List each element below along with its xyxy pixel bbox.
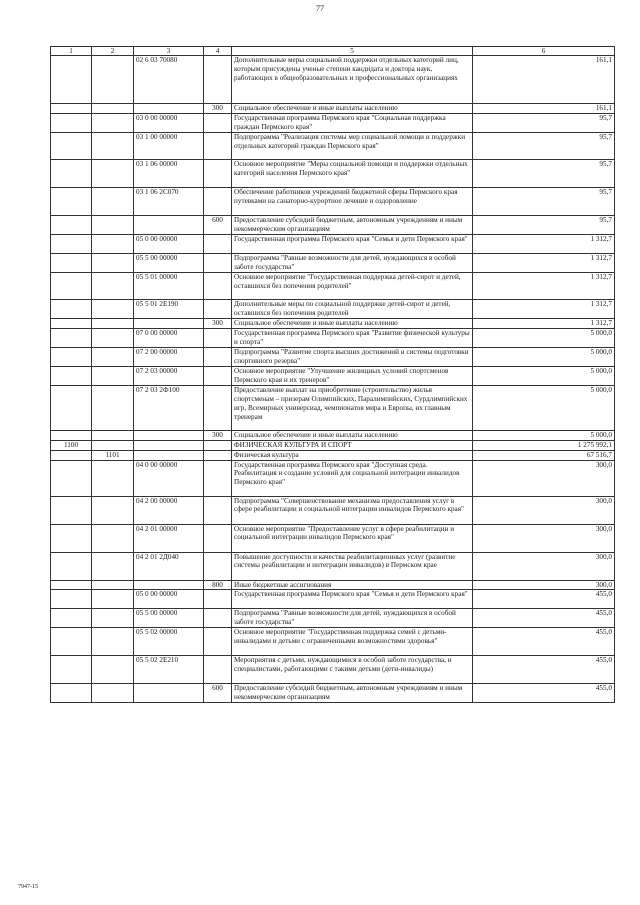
row-amount: 1 275 992,1 [473,440,615,450]
row-item-name: Основное мероприятие "Улучшение жилищных условий спортсменов Пермского края и их тренеров" [232,366,473,385]
row-col-1 [51,684,92,703]
row-col-2 [92,318,134,328]
row-budget-code: 03 1 06 00000 [134,159,204,187]
row-budget-code: 03 1 06 2С070 [134,187,204,215]
row-item-name: Основное мероприятие "Государственная поддержка детей-сирот и детей, оставшихся без попечения родителей" [232,272,473,299]
row-col-2 [92,440,134,450]
table-row [51,385,615,430]
row-col-1 [51,656,92,684]
row-budget-code: 05 0 00 00000 [134,234,204,253]
table-row [51,318,615,328]
row-item-name: Государственная программа Пермского края "Развитие физической культуры и спорта" [232,328,473,347]
row-item-name: Государственная программа Пермского края "Доступная среда. Реабилитация и создание условий для социальной интеграции инвалидов Пермского края" [232,460,473,496]
row-col-2 [92,56,134,104]
row-item-name: Социальное обеспечение и иные выплаты населению [232,430,473,440]
table-row [51,496,615,524]
row-expense-type: 600 [204,215,232,234]
row-item-name: Подпрограмма "Реализация системы мер социальной помощи и поддержки отдельных категорий граждан Пермского края" [232,132,473,159]
table-row [51,628,615,656]
row-col-1 [51,385,92,430]
row-expense-type [204,132,232,159]
row-item-name: Государственная программа Пермского края "Семья и дети Пермского края" [232,590,473,609]
row-item-name: Подпрограмма "Совершенствование механизма предоставления услуг в сфере реабилитации и социальной интеграции инвалидов Пермского края" [232,496,473,524]
row-amount: 95,7 [473,159,615,187]
table-row [51,460,615,496]
table-row [51,215,615,234]
row-expense-type [204,440,232,450]
row-item-name: Дополнительные меры по социальной поддержке детей-сирот и детей, оставшихся без попечения родителей [232,299,473,318]
table-body [51,56,615,703]
row-item-name: Повышение доступности и качества реабилитационных услуг (развитие системы реабилитации и интеграции инвалидов) в Пермском крае [232,552,473,580]
table-row [51,234,615,253]
row-expense-type [204,628,232,656]
row-budget-code: 05 0 00 00000 [134,590,204,609]
row-budget-code: 05 5 00 00000 [134,609,204,628]
row-col-2 [92,460,134,496]
row-amount: 455,0 [473,684,615,703]
row-budget-code: 04 0 00 00000 [134,460,204,496]
row-col-2 [92,580,134,590]
row-col-1 [51,318,92,328]
row-col-2 [92,113,134,132]
row-col-1 [51,524,92,552]
row-budget-code: 07 2 03 00000 [134,366,204,385]
row-expense-type [204,272,232,299]
row-budget-code: 07 2 00 00000 [134,347,204,366]
row-budget-code: 07 0 00 00000 [134,328,204,347]
row-item-name: Предоставление субсидий бюджетным, автономным учреждениям и иным некоммерческим организациям [232,684,473,703]
row-col-2 [92,590,134,609]
row-amount: 300,0 [473,580,615,590]
row-col-1 [51,552,92,580]
row-col-2 [92,299,134,318]
row-expense-type [204,56,232,104]
row-item-name: Дополнительные меры социальной поддержки отдельных категорий лиц, которым присуждены ученые степени кандидата и доктора наук, работающих в общеобразовательных и профессиональных организациях [232,56,473,104]
row-item-name: Социальное обеспечение и иные выплаты населению [232,104,473,114]
row-amount: 5 000,0 [473,347,615,366]
row-col-2 [92,366,134,385]
row-amount: 5 000,0 [473,328,615,347]
row-col-1 [51,56,92,104]
budget-table [50,46,615,703]
row-col-2 [92,552,134,580]
table-row [51,347,615,366]
row-item-name: ФИЗИЧЕСКАЯ КУЛЬТУРА И СПОРТ [232,440,473,450]
header-col-3: 3 [134,47,204,56]
header-col-5: 5 [232,47,473,56]
row-item-name: Иные бюджетные ассигнования [232,580,473,590]
row-col-2 [92,272,134,299]
row-amount: 95,7 [473,187,615,215]
row-col-1 [51,253,92,272]
row-expense-type [204,159,232,187]
row-expense-type: 300 [204,318,232,328]
row-amount: 300,0 [473,524,615,552]
table-row [51,440,615,450]
row-item-name: Основное мероприятие "Меры социальной помощи и поддержки отдельных категорий населения Пермского края" [232,159,473,187]
row-amount: 300,0 [473,552,615,580]
row-col-1 [51,187,92,215]
row-expense-type [204,253,232,272]
row-expense-type [204,524,232,552]
row-item-name: Подпрограмма "Равные возможности для детей, нуждающихся в особой заботе государства" [232,609,473,628]
row-expense-type [204,328,232,347]
row-col-1 [51,580,92,590]
row-budget-code [134,318,204,328]
row-amount: 1 312,7 [473,234,615,253]
row-amount: 95,7 [473,113,615,132]
row-item-name: Физическая культура [232,450,473,460]
table-row [51,272,615,299]
row-budget-code: 04 2 01 00000 [134,524,204,552]
row-expense-type: 600 [204,684,232,703]
row-col-1 [51,347,92,366]
row-item-name: Государственная программа Пермского края "Социальная поддержка граждан Пермского края" [232,113,473,132]
row-amount: 67 516,7 [473,450,615,460]
row-item-name: Предоставление субсидий бюджетным, автономным учреждениям и иным некоммерческим организациям [232,215,473,234]
row-budget-code: 05 5 01 2Е190 [134,299,204,318]
row-amount: 1 312,7 [473,253,615,272]
row-item-name: Подпрограмма "Равные возможности для детей, нуждающихся в особой заботе государства" [232,253,473,272]
row-expense-type [204,590,232,609]
row-expense-type [204,299,232,318]
row-expense-type [204,609,232,628]
header-col-6: 6 [473,47,615,56]
table-row [51,56,615,104]
row-col-2 [92,684,134,703]
row-col-2 [92,609,134,628]
page-number: 77 [316,4,324,13]
table-row [51,253,615,272]
row-budget-code: 04 2 00 00000 [134,496,204,524]
row-amount: 95,7 [473,215,615,234]
row-amount: 455,0 [473,609,615,628]
row-budget-code [134,580,204,590]
row-item-name: Основное мероприятие "Предоставление услуг в сфере реабилитации и социальной интеграции инвалидов Пермского края" [232,524,473,552]
row-col-1 [51,450,92,460]
row-col-2 [92,347,134,366]
row-expense-type [204,450,232,460]
row-item-name: Основное мероприятие "Государственная поддержка семей с детьми-инвалидами и детьми с ограниченными возможностями здоровья" [232,628,473,656]
table-row [51,656,615,684]
row-col-1 [51,366,92,385]
row-budget-code: 05 5 02 2Е210 [134,656,204,684]
row-col-2 [92,628,134,656]
row-col-2 [92,253,134,272]
row-amount: 300,0 [473,460,615,496]
row-expense-type [204,552,232,580]
row-col-1 [51,430,92,440]
row-col-2 [92,430,134,440]
row-col-1 [51,234,92,253]
table-row [51,684,615,703]
row-col-2 [92,656,134,684]
row-budget-code: 04 2 01 2Д040 [134,552,204,580]
row-item-name: Государственная программа Пермского края "Семья и дети Пермского края" [232,234,473,253]
table-row [51,104,615,114]
row-col-1 [51,113,92,132]
footer-code: 7947-15 [18,884,38,890]
header-col-1: 1 [51,47,92,56]
row-budget-code [134,450,204,460]
row-expense-type: 300 [204,104,232,114]
row-col-2 [92,328,134,347]
table-row [51,580,615,590]
header-col-4: 4 [204,47,232,56]
row-budget-code [134,215,204,234]
row-amount: 1 312,7 [473,272,615,299]
row-col-1 [51,132,92,159]
row-amount: 161,1 [473,104,615,114]
row-col-2 [92,187,134,215]
row-col-2 [92,385,134,430]
table-row [51,552,615,580]
row-expense-type [204,113,232,132]
row-col-1 [51,215,92,234]
row-budget-code: 02 6 03 70080 [134,56,204,104]
row-budget-code: 05 5 00 00000 [134,253,204,272]
row-expense-type [204,385,232,430]
table-row [51,366,615,385]
row-budget-code [134,104,204,114]
table-row [51,159,615,187]
row-col-2 [92,215,134,234]
table-row [51,113,615,132]
row-col-1 [51,590,92,609]
row-budget-code [134,684,204,703]
row-item-name: Мероприятия с детьми, нуждающимися в особой заботе государства, и специалистами, работающими с такими детьми (дети-инвалиды) [232,656,473,684]
row-budget-code: 05 5 02 00000 [134,628,204,656]
table-row [51,328,615,347]
row-col-2 [92,132,134,159]
row-col-1 [51,460,92,496]
row-col-2 [92,496,134,524]
row-expense-type [204,366,232,385]
row-amount: 300,0 [473,496,615,524]
table-row [51,450,615,460]
row-col-1 [51,496,92,524]
row-expense-type [204,656,232,684]
row-col-2 [92,234,134,253]
row-col-2 [92,524,134,552]
row-col-1 [51,328,92,347]
table-row [51,430,615,440]
row-amount: 455,0 [473,628,615,656]
row-budget-code: 03 0 00 00000 [134,113,204,132]
row-amount: 1 312,7 [473,299,615,318]
row-item-name: Предоставление выплат на приобретение (строительство) жилья спортсменам – призерам Олимпийских, Паралимпийских, Сурдлимпийских игр, Всемирных универсиад, чемпионатов мира и Европы, их главным тренерам [232,385,473,430]
row-amount: 5 000,0 [473,385,615,430]
row-budget-code [134,430,204,440]
row-expense-type: 800 [204,580,232,590]
row-amount: 1 312,7 [473,318,615,328]
row-col-1 [51,628,92,656]
row-expense-type [204,460,232,496]
row-amount: 5 000,0 [473,366,615,385]
row-col-2: 1101 [92,450,134,460]
row-budget-code [134,440,204,450]
row-budget-code: 05 5 01 00000 [134,272,204,299]
row-item-name: Обеспечение работников учреждений бюджетной сферы Пермского края путевками на санаторно-курортное лечение и оздоровление [232,187,473,215]
table-header-row [51,47,615,56]
row-expense-type [204,347,232,366]
row-expense-type [204,187,232,215]
row-col-1 [51,272,92,299]
row-amount: 455,0 [473,590,615,609]
row-item-name: Подпрограмма "Развитие спорта высших достижений и системы подготовки спортивного резерва" [232,347,473,366]
table-row [51,299,615,318]
table-row [51,132,615,159]
row-budget-code: 07 2 03 2Ф100 [134,385,204,430]
table-row [51,609,615,628]
row-col-1 [51,299,92,318]
row-budget-code: 03 1 00 00000 [134,132,204,159]
table-row [51,590,615,609]
row-expense-type: 300 [204,430,232,440]
row-col-1 [51,609,92,628]
row-amount: 5 000,0 [473,430,615,440]
row-col-2 [92,104,134,114]
table-row [51,187,615,215]
row-amount: 455,0 [473,656,615,684]
row-expense-type [204,496,232,524]
row-col-1: 1100 [51,440,92,450]
row-amount: 161,1 [473,56,615,104]
row-amount: 95,7 [473,132,615,159]
header-col-2: 2 [92,47,134,56]
row-expense-type [204,234,232,253]
row-col-2 [92,159,134,187]
table-row [51,524,615,552]
row-col-1 [51,159,92,187]
row-item-name: Социальное обеспечение и иные выплаты населению [232,318,473,328]
row-col-1 [51,104,92,114]
